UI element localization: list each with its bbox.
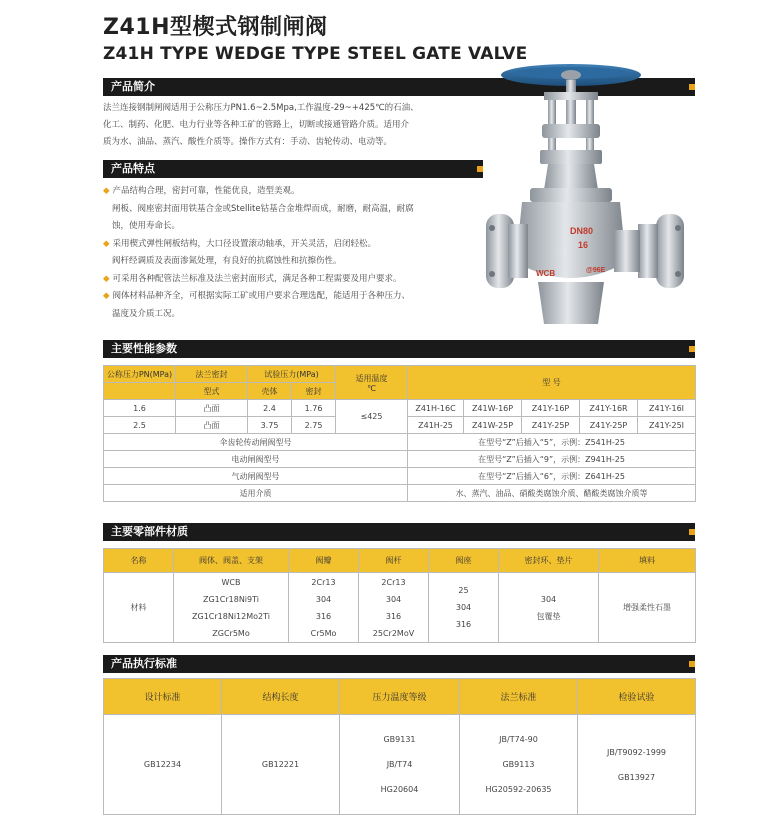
cell-seal: 1.76 bbox=[292, 400, 336, 417]
header-model: 型 号 bbox=[408, 366, 696, 400]
cell-line: HG20604 bbox=[380, 785, 419, 794]
feature-text: 可采用各种配管法兰标准及法兰密封面形式，满足各种工程需要及用户要求。 bbox=[112, 273, 402, 284]
intro-line: 法兰连接钢制闸阀适用于公称压力PN1.6~2.5Mpa,工作温度-29~+425℃的石油、 bbox=[103, 103, 419, 113]
cell-model: Z41Y-25P bbox=[580, 417, 638, 434]
feature-text: 产品结构合理，密封可靠，性能优良，造型美观。 bbox=[112, 186, 300, 196]
cell-label: 材料 bbox=[104, 573, 174, 643]
cell-note-label: 电动闸阀型号 bbox=[104, 451, 408, 468]
feature-item bbox=[103, 288, 483, 306]
cell-line: 2Cr13 bbox=[311, 577, 336, 587]
materials-table bbox=[103, 548, 696, 643]
bullet-icon: ◆ bbox=[103, 186, 110, 196]
cell-line: 25 bbox=[458, 586, 469, 595]
cell-note-value: 在型号“Z”后插入“6”，示例：Z641H-25 bbox=[408, 468, 696, 485]
cell-line: 304 bbox=[455, 603, 472, 612]
feature-text: 蚀，使用寿命长。 bbox=[112, 221, 181, 231]
cell-model: Z41W-16P bbox=[464, 400, 522, 417]
cell-shell: 3.75 bbox=[248, 417, 292, 434]
gate-valve-image bbox=[486, 62, 686, 332]
bullet-icon: ◆ bbox=[103, 273, 110, 284]
cell-note-label: 适用介质 bbox=[104, 485, 408, 502]
cell-stem bbox=[359, 573, 429, 643]
table-row bbox=[104, 485, 696, 502]
bullet-icon: ◆ bbox=[103, 291, 110, 301]
cell-shell: 2.4 bbox=[248, 400, 292, 417]
cell-pn: 1.6 bbox=[104, 400, 176, 417]
cell-length: GB12221 bbox=[222, 715, 340, 815]
cell-line: Cr5Mo bbox=[310, 628, 337, 638]
header-length: 结构长度 bbox=[222, 679, 340, 715]
table-row bbox=[104, 400, 696, 417]
cell-line: GB9113 bbox=[502, 760, 535, 769]
header-packing: 填料 bbox=[599, 549, 696, 573]
header-temp-unit: ℃ bbox=[367, 383, 376, 393]
feature-text: 阀体材料品种齐全，可根据实际工矿或用户要求合理选配，能适用于各种压力、 bbox=[112, 291, 411, 301]
intro-text bbox=[103, 100, 483, 151]
section-bar-materials bbox=[103, 523, 695, 541]
feature-item bbox=[103, 306, 483, 324]
table-row bbox=[104, 451, 696, 468]
header-temp-label: 适用温度 bbox=[355, 373, 388, 383]
header-seat: 阀座 bbox=[429, 549, 499, 573]
cell-line: GB9131 bbox=[383, 735, 416, 744]
cell-model: Z41H-16C bbox=[408, 400, 464, 417]
cell-model: Z41W-25P bbox=[464, 417, 522, 434]
cell-seal: 2.75 bbox=[292, 417, 336, 434]
cell-model: Z41H-25 bbox=[408, 417, 464, 434]
logo-mark: @96E bbox=[586, 267, 606, 274]
table-row bbox=[104, 434, 696, 451]
feature-item bbox=[103, 271, 483, 289]
feature-item bbox=[103, 236, 483, 254]
feature-item bbox=[103, 201, 483, 219]
header-temp bbox=[336, 366, 408, 400]
page-title: Z41H型楔式钢制闸阀 bbox=[103, 15, 328, 40]
header-ptr: 压力温度等级 bbox=[340, 679, 460, 715]
cell-line: ZGCr5Mo bbox=[212, 628, 250, 638]
section-bar-standards bbox=[103, 655, 695, 673]
cell-design: GB12234 bbox=[104, 715, 222, 815]
features-list bbox=[103, 183, 483, 323]
header-body: 阀体、阀盖、支架 bbox=[174, 549, 289, 573]
cell-flange bbox=[460, 715, 578, 815]
cell-line: 304 bbox=[315, 594, 332, 604]
cell-note-value: 在型号“Z”后插入“9”，示例：Z941H-25 bbox=[408, 451, 696, 468]
cell-face: 凸面 bbox=[176, 417, 248, 434]
header-gasket: 密封环、垫片 bbox=[499, 549, 599, 573]
bullet-icon: ◆ bbox=[103, 238, 110, 249]
header-flange: 法兰标准 bbox=[460, 679, 578, 715]
cell-line: ZG1Cr18Ni12Mo2Ti bbox=[192, 611, 270, 621]
cell-model: Z41Y-16P bbox=[522, 400, 580, 417]
cell-line: 316 bbox=[385, 611, 402, 621]
feature-item bbox=[103, 218, 483, 236]
cell-line: 包覆垫 bbox=[536, 611, 561, 621]
cell-model: Z41Y-16R bbox=[580, 400, 638, 417]
cell-line: 304 bbox=[540, 594, 557, 604]
cell-line: ZG1Cr18Ni9Ti bbox=[203, 594, 259, 604]
cell-line: 304 bbox=[385, 594, 402, 604]
section-heading-standards: 产品执行标准 bbox=[103, 655, 195, 673]
table-row bbox=[104, 468, 696, 485]
cell-line: WCB bbox=[221, 577, 241, 587]
cell-body bbox=[174, 573, 289, 643]
header-test: 检验试验 bbox=[578, 679, 696, 715]
intro-line: 化工、制药、化肥、电力行业等各种工矿的管路上，切断或接通管路介质。适用介 bbox=[103, 120, 410, 130]
feature-text: 闸板、阀座密封面用铁基合金或Stellite钴基合金堆焊而成，耐磨，耐高温，耐腐 bbox=[112, 203, 414, 214]
performance-table bbox=[103, 365, 696, 502]
material-mark: WCB bbox=[536, 269, 556, 278]
header-name: 名称 bbox=[104, 549, 174, 573]
header-disc: 阀瓣 bbox=[289, 549, 359, 573]
cell-line: 25Cr2MoV bbox=[372, 628, 415, 638]
cell-model: Z41Y-25P bbox=[522, 417, 580, 434]
section-bar-features bbox=[103, 160, 483, 178]
page-subtitle: Z41H TYPE WEDGE TYPE STEEL GATE VALVE bbox=[103, 44, 528, 64]
cell-seat bbox=[429, 573, 499, 643]
cell-note-label: 伞齿轮传动闸阀型号 bbox=[104, 434, 408, 451]
section-bar-performance bbox=[103, 340, 695, 358]
pn-mark: 16 bbox=[578, 240, 589, 250]
cell-pn: 2.5 bbox=[104, 417, 176, 434]
header-design: 设计标准 bbox=[104, 679, 222, 715]
cell-ptr bbox=[340, 715, 460, 815]
feature-text: 温度及介质工况。 bbox=[112, 308, 181, 319]
cell-model: Z41Y-25I bbox=[638, 417, 696, 434]
header-sealing: 密封 bbox=[292, 383, 336, 400]
section-heading-intro: 产品简介 bbox=[103, 78, 175, 96]
header-seal: 法兰密封 bbox=[176, 366, 248, 383]
cell-line: HG20592-20635 bbox=[485, 785, 552, 794]
cell-note-value: 水、蒸汽、油品、硝酸类腐蚀介质、醋酸类腐蚀介质等 bbox=[408, 485, 696, 502]
feature-item bbox=[103, 183, 483, 201]
cell-note-value: 在型号“Z”后插入“5”，示例：Z541H-25 bbox=[408, 434, 696, 451]
table-row bbox=[104, 573, 696, 643]
feature-item bbox=[103, 253, 483, 271]
cell-model: Z41Y-16I bbox=[638, 400, 696, 417]
cell-note-label: 气动闸阀型号 bbox=[104, 468, 408, 485]
dn-mark: DN80 bbox=[570, 226, 594, 236]
standards-table bbox=[103, 678, 696, 815]
cell-line: 316 bbox=[315, 611, 332, 621]
header-stem: 阀杆 bbox=[359, 549, 429, 573]
cell-line: 2Cr13 bbox=[381, 577, 406, 587]
cell-packing: 增强柔性石墨 bbox=[599, 573, 696, 643]
header-seal-type: 型式 bbox=[176, 383, 248, 400]
section-heading-features: 产品特点 bbox=[103, 160, 175, 178]
table-row bbox=[104, 715, 696, 815]
section-heading-performance: 主要性能参数 bbox=[103, 340, 195, 358]
intro-line: 质为水、油品、蒸汽、酸性介质等。操作方式有：手动、齿轮传动、电动等。 bbox=[103, 137, 393, 147]
header-pn: 公称压力PN(MPa) bbox=[104, 366, 176, 383]
cell-line: JB/T74 bbox=[386, 760, 413, 769]
cell-face: 凸面 bbox=[176, 400, 248, 417]
cell-line: JB/T9092-1999 bbox=[606, 747, 667, 757]
header-test-pressure: 试验压力(MPa) bbox=[248, 366, 336, 383]
header-pn-blank bbox=[104, 383, 176, 400]
section-heading-materials: 主要零部件材质 bbox=[103, 523, 195, 541]
cell-gasket bbox=[499, 573, 599, 643]
cell-temp: ≤425 bbox=[336, 400, 408, 434]
feature-text: 采用楔式弹性闸板结构，大口径设置滚动轴承，开关灵活，启闭轻松。 bbox=[112, 238, 377, 249]
cell-line: 316 bbox=[455, 620, 472, 629]
cell-line: GB13927 bbox=[617, 772, 656, 782]
header-shell: 壳体 bbox=[248, 383, 292, 400]
feature-text: 阀杆经调质及表面渗氮处理，有良好的抗腐蚀性和抗擦伤性。 bbox=[112, 256, 342, 266]
cell-test bbox=[578, 715, 696, 815]
cell-disc bbox=[289, 573, 359, 643]
cell-line: JB/T74-90 bbox=[499, 735, 538, 744]
